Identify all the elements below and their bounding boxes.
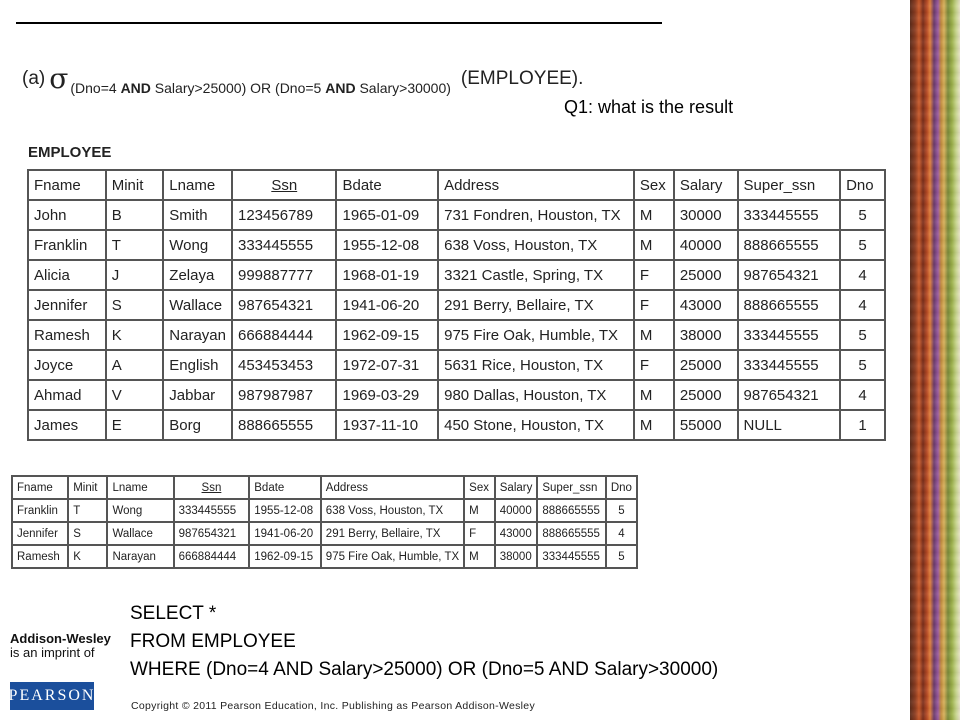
employee-cell-address: 5631 Rice, Houston, TX — [438, 350, 634, 380]
employee-cell-ssn: 453453453 — [232, 350, 336, 380]
sql-line-select: SELECT * — [130, 603, 217, 624]
result-cell-super-ssn: 333445555 — [537, 545, 605, 568]
sql-query — [130, 600, 718, 684]
employee-cell-salary: 55000 — [674, 410, 738, 440]
employee-cell-fname: John — [28, 200, 106, 230]
employee-cell-super-ssn: 987654321 — [738, 380, 841, 410]
employee-cell-lname: Borg — [163, 410, 232, 440]
employee-header-ssn: Ssn — [232, 170, 336, 200]
employee-cell-ssn: 666884444 — [232, 320, 336, 350]
result-cell-dno: 5 — [606, 545, 637, 568]
result-cell-lname: Narayan — [107, 545, 173, 568]
result-cell-dno: 5 — [606, 499, 637, 522]
employee-cell-minit: T — [106, 230, 164, 260]
employee-cell-dno: 4 — [840, 260, 885, 290]
employee-cell-super-ssn: 987654321 — [738, 260, 841, 290]
employee-header-address: Address — [438, 170, 634, 200]
result-header-ssn: Ssn — [174, 476, 250, 499]
result-cell-minit: K — [68, 545, 107, 568]
result-cell-lname: Wong — [107, 499, 173, 522]
result-cell-ssn: 666884444 — [174, 545, 250, 568]
employee-cell-minit: E — [106, 410, 164, 440]
employee-cell-bdate: 1937-11-10 — [336, 410, 438, 440]
question-1: Q1: what is the result — [564, 97, 734, 117]
employee-cell-address: 3321 Castle, Spring, TX — [438, 260, 634, 290]
result-cell-sex: F — [464, 522, 495, 545]
employee-cell-lname: English — [163, 350, 232, 380]
result-header-minit: Minit — [68, 476, 107, 499]
employee-cell-minit: K — [106, 320, 164, 350]
employee-cell-ssn: 999887777 — [232, 260, 336, 290]
employee-cell-dno: 4 — [840, 290, 885, 320]
result-row — [12, 522, 637, 545]
result-cell-address: 291 Berry, Bellaire, TX — [321, 522, 464, 545]
result-cell-lname: Wallace — [107, 522, 173, 545]
employee-cell-sex: F — [634, 290, 674, 320]
formula-prefix: (a) — [22, 68, 46, 89]
employee-cell-sex: M — [634, 200, 674, 230]
employee-cell-minit: V — [106, 380, 164, 410]
selection-condition: (Dno=4 AND Salary>25000) OR (Dno=5 AND Salary>30000) — [70, 80, 451, 96]
employee-cell-salary: 38000 — [674, 320, 738, 350]
sql-line-where: WHERE (Dno=4 AND Salary>25000) OR (Dno=5 AND Salary>30000) — [130, 659, 719, 680]
employee-row — [28, 350, 885, 380]
result-cell-ssn: 987654321 — [174, 522, 250, 545]
employee-cell-sex: M — [634, 320, 674, 350]
result-header-super-ssn: Super_ssn — [537, 476, 605, 499]
employee-header-dno: Dno — [840, 170, 885, 200]
employee-cell-bdate: 1962-09-15 — [336, 320, 438, 350]
divider-line — [16, 22, 662, 24]
result-header-lname: Lname — [107, 476, 173, 499]
employee-cell-super-ssn: 333445555 — [738, 320, 841, 350]
employee-cell-dno: 1 — [840, 410, 885, 440]
employee-table-title: EMPLOYEE — [28, 144, 112, 161]
publisher-imprint: is an imprint of — [10, 645, 95, 660]
employee-cell-ssn: 888665555 — [232, 410, 336, 440]
employee-cell-address: 731 Fondren, Houston, TX — [438, 200, 634, 230]
employee-cell-super-ssn: 888665555 — [738, 290, 841, 320]
result-cell-minit: S — [68, 522, 107, 545]
result-cell-sex: M — [464, 499, 495, 522]
result-cell-address: 638 Voss, Houston, TX — [321, 499, 464, 522]
employee-cell-address: 291 Berry, Bellaire, TX — [438, 290, 634, 320]
result-cell-ssn: 333445555 — [174, 499, 250, 522]
employee-cell-super-ssn: 888665555 — [738, 230, 841, 260]
result-cell-salary: 38000 — [495, 545, 538, 568]
employee-cell-bdate: 1955-12-08 — [336, 230, 438, 260]
employee-cell-address: 980 Dallas, Houston, TX — [438, 380, 634, 410]
result-cell-super-ssn: 888665555 — [537, 522, 605, 545]
employee-cell-minit: A — [106, 350, 164, 380]
result-cell-bdate: 1941-06-20 — [249, 522, 321, 545]
employee-header-lname: Lname — [163, 170, 232, 200]
publisher-name: Addison-Wesley — [10, 631, 111, 646]
employee-cell-sex: F — [634, 260, 674, 290]
employee-cell-lname: Wong — [163, 230, 232, 260]
employee-row — [28, 320, 885, 350]
employee-cell-ssn: 333445555 — [232, 230, 336, 260]
employee-cell-ssn: 987987987 — [232, 380, 336, 410]
employee-cell-super-ssn: 333445555 — [738, 350, 841, 380]
decorative-side-stripe — [910, 0, 960, 720]
employee-cell-lname: Narayan — [163, 320, 232, 350]
employee-cell-salary: 25000 — [674, 260, 738, 290]
employee-cell-sex: M — [634, 380, 674, 410]
employee-row — [28, 380, 885, 410]
result-header-bdate: Bdate — [249, 476, 321, 499]
employee-row — [28, 200, 885, 230]
employee-row — [28, 230, 885, 260]
employee-cell-address: 638 Voss, Houston, TX — [438, 230, 634, 260]
result-row — [12, 499, 637, 522]
employee-cell-fname: Alicia — [28, 260, 106, 290]
employee-cell-address: 975 Fire Oak, Humble, TX — [438, 320, 634, 350]
result-header-dno: Dno — [606, 476, 637, 499]
employee-cell-super-ssn: NULL — [738, 410, 841, 440]
result-cell-minit: T — [68, 499, 107, 522]
employee-cell-fname: Franklin — [28, 230, 106, 260]
employee-cell-lname: Jabbar — [163, 380, 232, 410]
sql-line-from: FROM EMPLOYEE — [130, 631, 296, 652]
relation-name: (EMPLOYEE). — [460, 68, 584, 89]
result-row — [12, 545, 637, 568]
employee-cell-lname: Smith — [163, 200, 232, 230]
employee-row — [28, 260, 885, 290]
result-cell-salary: 43000 — [495, 522, 538, 545]
result-cell-dno: 4 — [606, 522, 637, 545]
result-cell-super-ssn: 888665555 — [537, 499, 605, 522]
employee-cell-salary: 40000 — [674, 230, 738, 260]
employee-header-super-ssn: Super_ssn — [738, 170, 841, 200]
copyright-notice: Copyright © 2011 Pearson Education, Inc. Publishing as Pearson Addison-Wesley — [131, 700, 536, 712]
employee-cell-salary: 43000 — [674, 290, 738, 320]
employee-cell-dno: 5 — [840, 230, 885, 260]
result-cell-bdate: 1962-09-15 — [249, 545, 321, 568]
result-header-sex: Sex — [464, 476, 495, 499]
employee-cell-dno: 5 — [840, 200, 885, 230]
result-cell-fname: Franklin — [12, 499, 68, 522]
publisher-block — [10, 632, 111, 660]
employee-cell-fname: Ahmad — [28, 380, 106, 410]
employee-cell-fname: James — [28, 410, 106, 440]
result-header-fname: Fname — [12, 476, 68, 499]
result-cell-bdate: 1955-12-08 — [249, 499, 321, 522]
employee-cell-salary: 25000 — [674, 350, 738, 380]
employee-cell-salary: 25000 — [674, 380, 738, 410]
employee-cell-fname: Jennifer — [28, 290, 106, 320]
result-table — [11, 475, 638, 569]
result-cell-sex: M — [464, 545, 495, 568]
employee-row — [28, 290, 885, 320]
employee-cell-dno: 5 — [840, 320, 885, 350]
employee-header-fname: Fname — [28, 170, 106, 200]
employee-cell-salary: 30000 — [674, 200, 738, 230]
employee-cell-lname: Zelaya — [163, 260, 232, 290]
employee-header-sex: Sex — [634, 170, 674, 200]
result-cell-address: 975 Fire Oak, Humble, TX — [321, 545, 464, 568]
employee-cell-minit: S — [106, 290, 164, 320]
employee-cell-bdate: 1969-03-29 — [336, 380, 438, 410]
result-cell-fname: Jennifer — [12, 522, 68, 545]
employee-cell-sex: F — [634, 350, 674, 380]
sigma-symbol: σ — [49, 62, 69, 95]
employee-header-salary: Salary — [674, 170, 738, 200]
pearson-logo: PEARSON — [10, 682, 94, 710]
employee-cell-fname: Joyce — [28, 350, 106, 380]
employee-cell-fname: Ramesh — [28, 320, 106, 350]
employee-table — [27, 169, 886, 441]
employee-cell-dno: 4 — [840, 380, 885, 410]
employee-cell-ssn: 987654321 — [232, 290, 336, 320]
employee-cell-super-ssn: 333445555 — [738, 200, 841, 230]
employee-cell-bdate: 1965-01-09 — [336, 200, 438, 230]
employee-cell-sex: M — [634, 230, 674, 260]
relational-algebra-formula — [22, 62, 584, 96]
employee-header-minit: Minit — [106, 170, 164, 200]
result-header-address: Address — [321, 476, 464, 499]
employee-cell-address: 450 Stone, Houston, TX — [438, 410, 634, 440]
result-cell-salary: 40000 — [495, 499, 538, 522]
employee-cell-bdate: 1968-01-19 — [336, 260, 438, 290]
employee-header-bdate: Bdate — [336, 170, 438, 200]
employee-cell-bdate: 1941-06-20 — [336, 290, 438, 320]
employee-cell-minit: B — [106, 200, 164, 230]
employee-cell-ssn: 123456789 — [232, 200, 336, 230]
result-header-salary: Salary — [495, 476, 538, 499]
employee-cell-minit: J — [106, 260, 164, 290]
employee-cell-lname: Wallace — [163, 290, 232, 320]
formula-band — [16, 22, 662, 94]
employee-cell-sex: M — [634, 410, 674, 440]
employee-row — [28, 410, 885, 440]
employee-cell-dno: 5 — [840, 350, 885, 380]
employee-cell-bdate: 1972-07-31 — [336, 350, 438, 380]
result-cell-fname: Ramesh — [12, 545, 68, 568]
